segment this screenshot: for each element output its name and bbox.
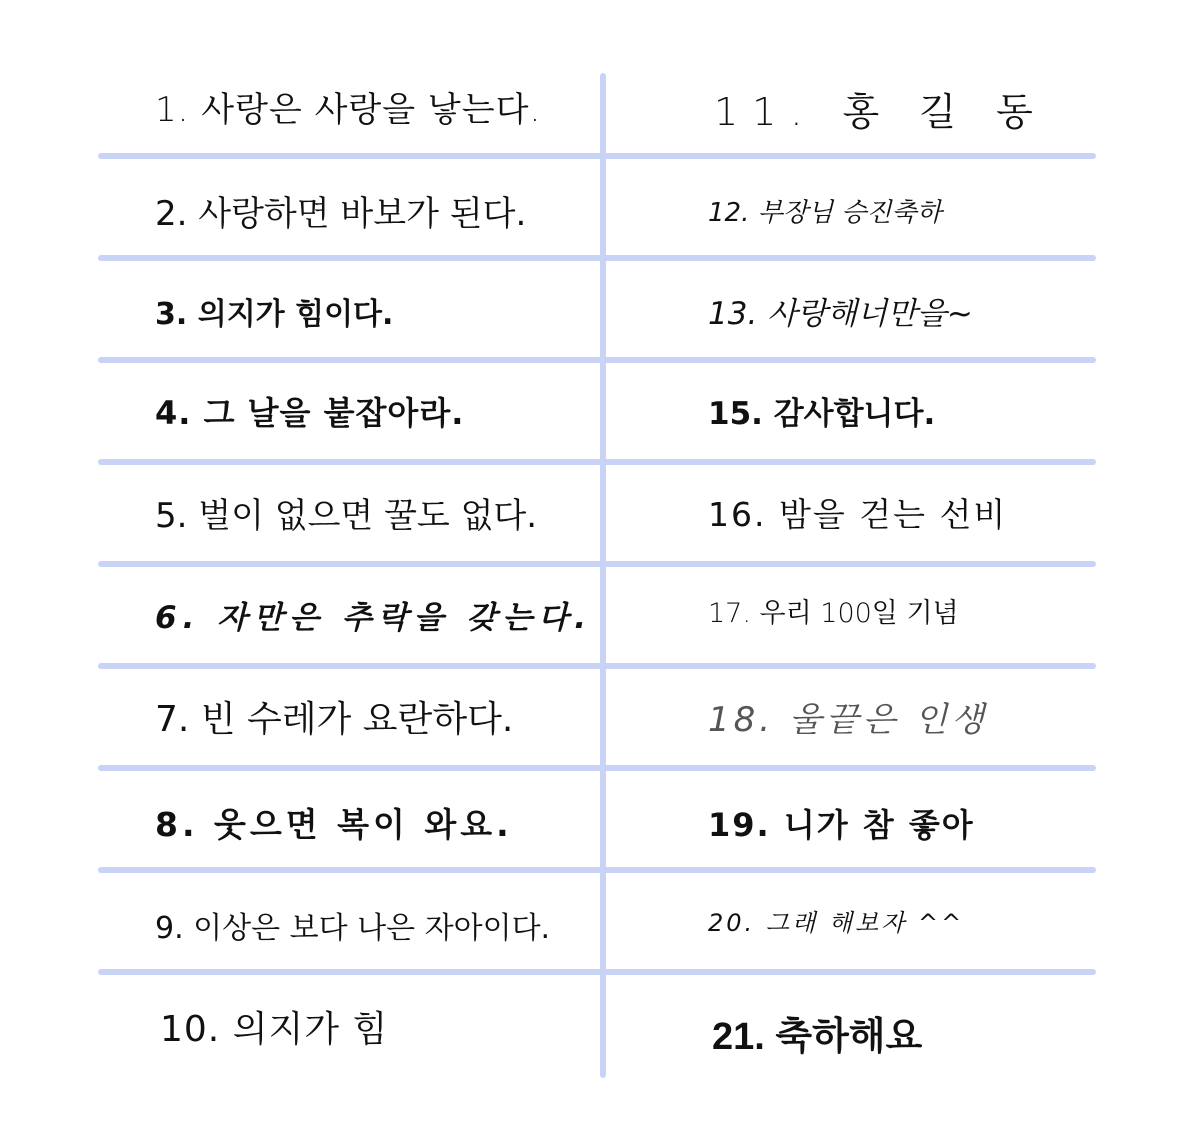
sample-item-20: 20. 그래 해보자 ^^ [708,909,965,937]
sample-item-4: 4. 그 날을 붙잡아라. [155,393,465,432]
sample-item-1: 1. 사랑은 사랑을 낳는다. [155,90,542,130]
sample-item-9: 9. 이상은 보다 나은 자아이다. [155,910,551,946]
sample-item-18: 18. 울끝은 인생 [708,700,988,740]
sample-item-8: 8. 웃으면 복이 와요. [155,805,513,844]
sample-item-17: 17. 우리 100일 기념 [708,598,959,629]
sample-item-3: 3. 의지가 힘이다. [155,296,394,332]
sample-item-11: 11. 홍 길 동 [714,90,1047,134]
row-divider [98,765,1096,771]
sample-item-16: 16. 밤을 걷는 선비 [708,495,1008,534]
sample-item-7: 7. 빈 수레가 요란하다. [155,699,514,740]
sample-item-10: 10. 의지가 힘 [160,1009,389,1050]
sample-item-15: 15. 감사합니다. [708,396,936,432]
sample-item-12: 12. 부장님 승진축하 [708,198,942,228]
sample-item-21: 21. 축하해요 [712,1016,923,1058]
sample-item-6: 6. 자만은 추락을 갖는다. [155,600,593,636]
sample-item-19: 19. 니가 참 좋아 [708,805,975,844]
column-divider [600,73,606,1078]
sample-item-2: 2. 사랑하면 바보가 된다. [155,194,527,234]
sample-item-5: 5. 벌이 없으면 꿀도 없다. [155,496,538,536]
sample-item-13: 13. 사랑해너만을~ [708,296,973,332]
